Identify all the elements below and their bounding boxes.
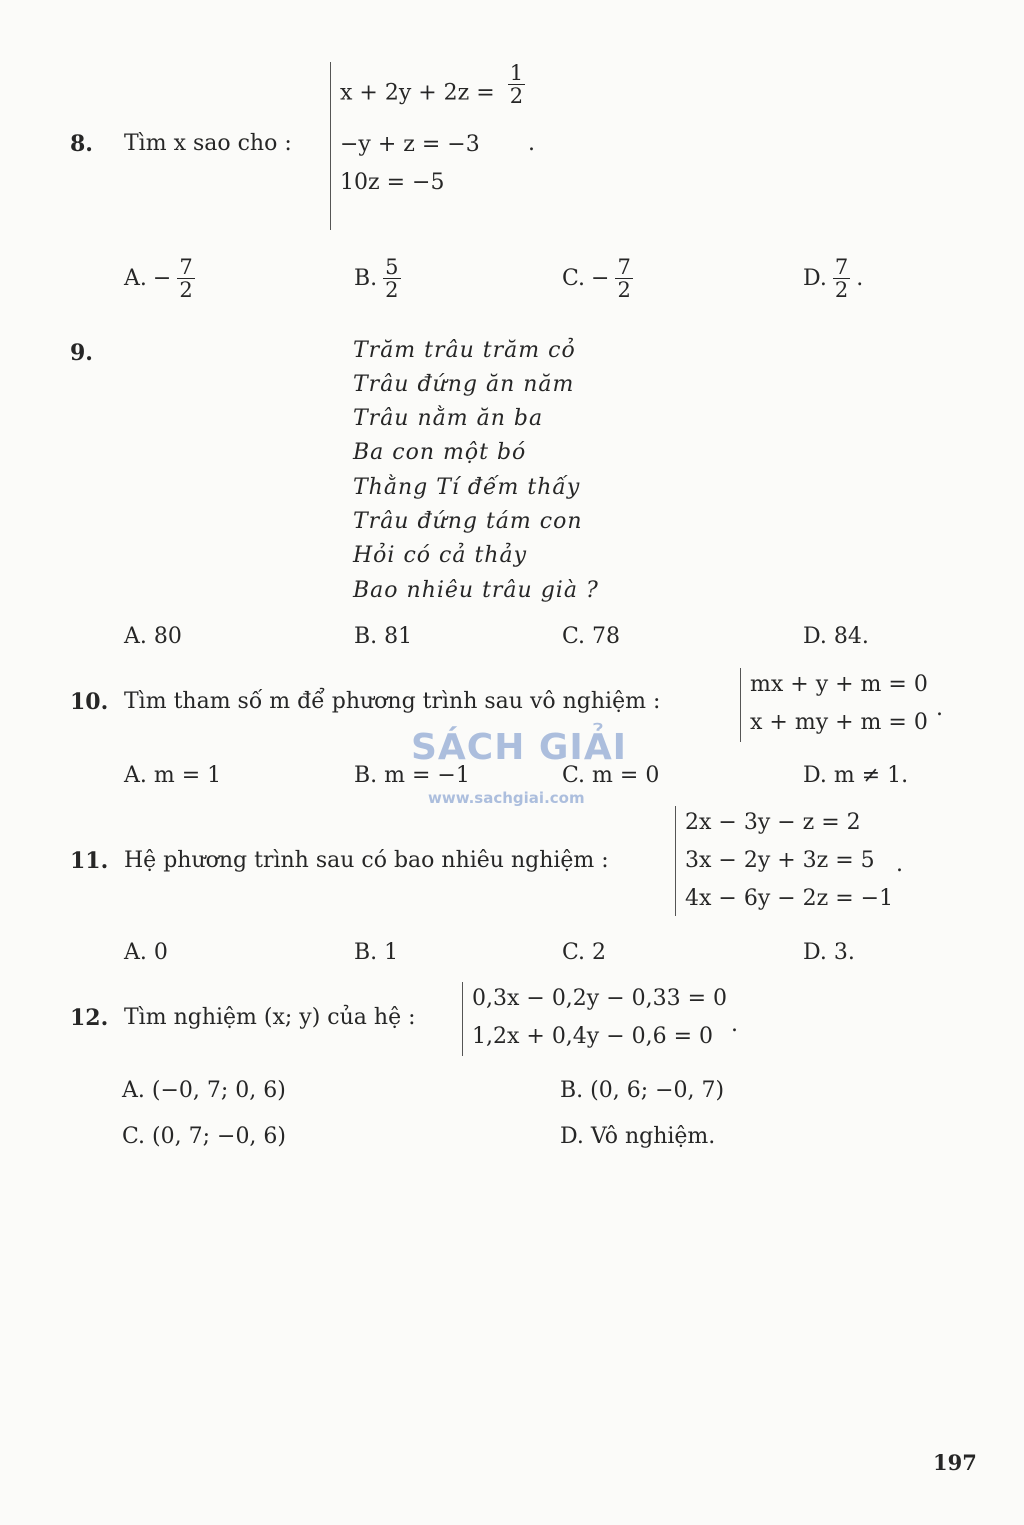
q8-brace: [330, 62, 331, 230]
q8-eq2: −y + z = −3: [340, 132, 480, 157]
q12-option-d: D. Vô nghiệm.: [560, 1124, 716, 1149]
q9-poem-line-5: Thằng Tí đếm thấy: [353, 475, 581, 500]
q12-eq1: 0,3x − 0,2y − 0,33 = 0: [472, 986, 728, 1011]
q8-eq1-left: x + 2y + 2z =: [340, 80, 495, 106]
q12-option-b: B. (0, 6; −0, 7): [560, 1078, 725, 1103]
q9-poem-line-1: Trăm trâu trăm cỏ: [353, 338, 576, 363]
q8-number: 8.: [70, 131, 93, 157]
q8-option-b: B. $\frac{5}{2}$: [354, 255, 399, 303]
q10-system-end: .: [936, 696, 943, 721]
q9-number: 9.: [70, 340, 93, 366]
q8-system: [330, 62, 540, 230]
q8-option-a: A. − $\frac{7}{2}$: [124, 255, 193, 303]
q11-system: [675, 806, 894, 916]
q12-system-end: .: [731, 1012, 738, 1037]
q12-prompt: Tìm nghiệm (x; y) của hệ :: [124, 1005, 416, 1030]
q10-option-c: C. m = 0: [562, 763, 660, 788]
q8-eq1-fraction: $\frac{1}{2}$: [509, 61, 524, 109]
q12-option-c: C. (0, 7; −0, 6): [122, 1124, 287, 1149]
watermark-url: www.sachgiai.com: [428, 789, 585, 807]
q12-eq2: 1,2x + 0,4y − 0,6 = 0: [472, 1024, 714, 1049]
q9-poem-line-4: Ba con một bó: [353, 440, 527, 465]
q9-option-b: B. 81: [354, 624, 413, 649]
q11-option-a: A. 0: [124, 940, 168, 965]
q12-number: 12.: [70, 1005, 109, 1031]
q11-eq1: 2x − 3y − z = 2: [685, 810, 861, 835]
q9-poem-line-8: Bao nhiêu trâu già ?: [353, 578, 599, 603]
page-number: 197: [933, 1450, 977, 1475]
q10-number: 10.: [70, 689, 109, 715]
q11-option-d: D. 3.: [803, 940, 855, 965]
q8-option-d: D. $\frac{7}{2}$ .: [803, 255, 864, 303]
q11-eq2: 3x − 2y + 3z = 5: [685, 848, 875, 873]
q10-eq2: x + my + m = 0: [750, 710, 928, 735]
q12-brace: [462, 982, 463, 1056]
q9-poem-line-6: Trâu đứng tám con: [353, 509, 583, 534]
q10-prompt: Tìm tham số m để phương trình sau vô nghiệm :: [124, 689, 661, 714]
watermark-logo: SÁCH GIẢI: [411, 727, 628, 768]
q10-eq1: mx + y + m = 0: [750, 672, 928, 697]
q10-system: [740, 668, 940, 742]
q11-system-end: .: [896, 852, 903, 877]
q8-option-c: C. − $\frac{7}{2}$: [562, 255, 631, 303]
q12-option-a: A. (−0, 7; 0, 6): [122, 1078, 286, 1103]
q10-option-a: A. m = 1: [124, 763, 222, 788]
q9-poem-line-3: Trâu nằm ăn ba: [353, 406, 544, 431]
q11-eq3: 4x − 6y − 2z = −1: [685, 886, 894, 911]
q8-eq1: [340, 61, 525, 109]
q10-option-d: D. m ≠ 1.: [803, 763, 909, 788]
q11-prompt: Hệ phương trình sau có bao nhiêu nghiệm :: [124, 848, 609, 873]
q11-option-c: C. 2: [562, 940, 607, 965]
q9-option-a: A. 80: [124, 624, 182, 649]
q9-option-d: D. 84.: [803, 624, 869, 649]
q9-option-c: C. 78: [562, 624, 621, 649]
q10-brace: [740, 668, 741, 742]
q8-eq3: 10z = −5: [340, 170, 445, 195]
q12-system: [462, 982, 732, 1056]
q8-system-end: .: [528, 131, 535, 156]
q10-option-b: B. m = −1: [354, 763, 470, 788]
q11-number: 11.: [70, 848, 109, 874]
q9-poem-line-7: Hỏi có cả thảy: [353, 543, 528, 568]
q9-poem-line-2: Trâu đứng ăn năm: [353, 372, 575, 397]
q8-prompt: Tìm x sao cho :: [124, 131, 292, 156]
q11-brace: [675, 806, 676, 916]
q11-option-b: B. 1: [354, 940, 399, 965]
